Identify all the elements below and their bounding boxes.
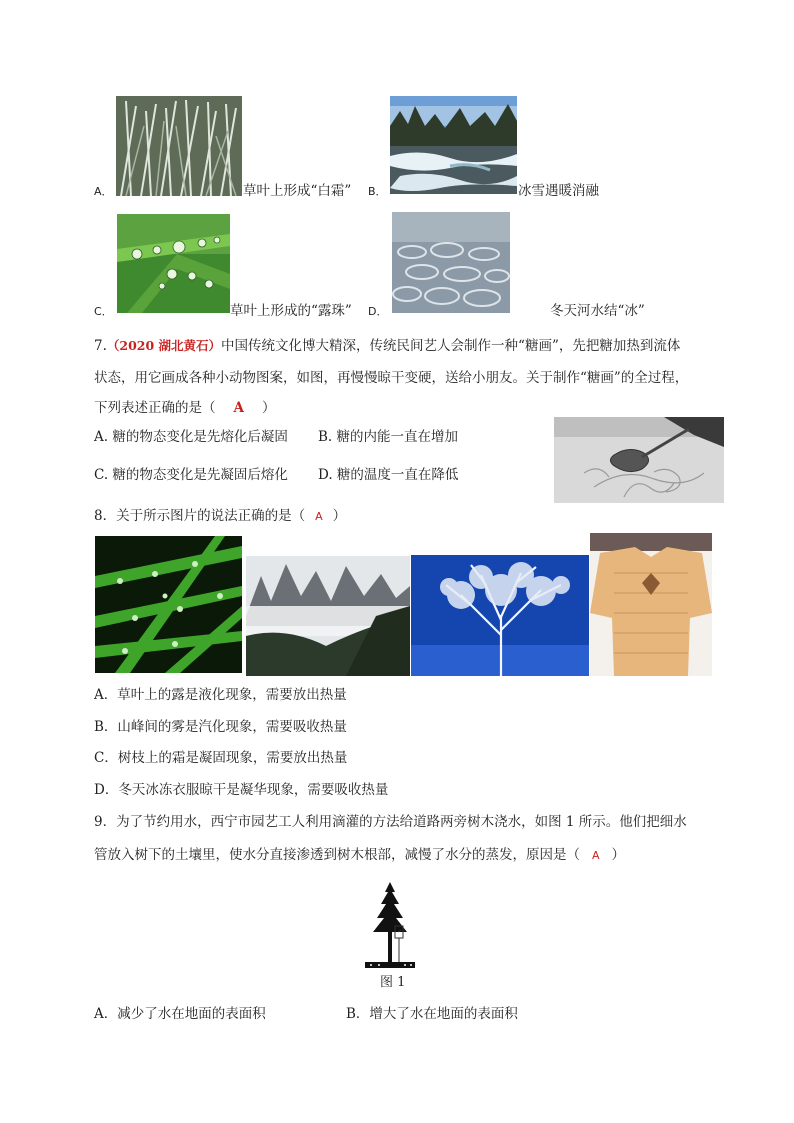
tree-drip-figure bbox=[365, 880, 415, 972]
q9-line-2 bbox=[94, 846, 625, 865]
sugar-painting-image bbox=[554, 417, 724, 503]
q9-stem-2-close: ） bbox=[611, 847, 626, 863]
q6-option-a-letter: A． bbox=[94, 185, 113, 198]
frost-tree-image bbox=[411, 555, 589, 676]
q6-option-c-text: 草叶上形成的“露珠” bbox=[230, 303, 352, 319]
q8-option-b: B．山峰间的雾是汽化现象，需要吸收热量 bbox=[94, 719, 347, 735]
q7-option-c: C. 糖的物态变化是先凝固后熔化 bbox=[94, 467, 288, 483]
dew-grass-image bbox=[95, 536, 242, 673]
q8-stem-text: 8．关于所示图片的说法正确的是（ bbox=[94, 508, 306, 524]
q6-option-c-letter: C． bbox=[94, 305, 113, 318]
dewdrop-leaf-image bbox=[117, 214, 230, 313]
q7-stem-3-close: ） bbox=[261, 400, 276, 416]
frozen-sweater-image bbox=[590, 533, 712, 676]
q7-number: 7. bbox=[94, 338, 107, 354]
q8-option-d: D．冬天冰冻衣服晾干是凝华现象，需要吸收热量 bbox=[94, 782, 389, 798]
q7-option-d: D. 糖的温度一直在降低 bbox=[318, 467, 459, 483]
q6-option-a-text: 草叶上形成“白霜” bbox=[243, 183, 352, 199]
q9-stem-2: 管放入树下的土壤里，使水分直接渗透到树木根部，减慢了水分的蒸发，原因是（ bbox=[94, 847, 580, 863]
frost-grass-image bbox=[116, 96, 242, 196]
q7-answer: A bbox=[233, 400, 244, 416]
q8-option-a: A．草叶上的露是液化现象，需要放出热量 bbox=[94, 687, 347, 703]
melting-ice-image bbox=[390, 96, 517, 194]
q6-option-d-text: 冬天河水结“冰” bbox=[550, 303, 645, 319]
q7-option-a: A. 糖的物态变化是先熔化后凝固 bbox=[94, 429, 288, 445]
q9-stem-1: 9．为了节约用水，西宁市园艺工人利用滴灌的方法给道路两旁树木浇水，如图 1 所示。他们把细水 bbox=[94, 814, 687, 830]
q9-option-b: B．增大了水在地面的表面积 bbox=[346, 1006, 518, 1022]
q8-option-c: C．树枝上的霜是凝固现象，需要放出热量 bbox=[94, 750, 348, 766]
q7-line-1 bbox=[94, 337, 680, 355]
q7-stem-1: 中国传统文化博大精深，传统民间艺人会制作一种“糖画”，先把糖加热到流体 bbox=[221, 338, 681, 354]
q7-stem-2: 状态，用它画成各种小动物图案，如图，再慢慢晾干变硬，送给小朋友。关于制作“糖画”的全过程， bbox=[94, 370, 689, 386]
q6-option-b-text: 冰雪遇暖消融 bbox=[518, 183, 599, 199]
mountain-fog-image bbox=[246, 556, 410, 676]
frozen-river-image bbox=[392, 212, 510, 313]
q8-answer: A bbox=[315, 510, 323, 523]
q7-line-3 bbox=[94, 399, 275, 417]
q7-stem-3: 下列表述正确的是（ bbox=[94, 400, 216, 416]
q8-stem-close: ） bbox=[332, 508, 347, 524]
q9-answer: A bbox=[592, 849, 600, 862]
q6-option-d-letter: D． bbox=[368, 305, 388, 318]
q7-option-b: B. 糖的内能一直在增加 bbox=[318, 429, 459, 445]
q8-stem bbox=[94, 507, 346, 526]
q7-source: （2020 湖北黄石） bbox=[106, 338, 222, 353]
q9-option-a: A．减少了水在地面的表面积 bbox=[94, 1006, 266, 1022]
q6-option-b-letter: B． bbox=[368, 185, 387, 198]
figure-1-caption: 图 1 bbox=[380, 975, 406, 990]
